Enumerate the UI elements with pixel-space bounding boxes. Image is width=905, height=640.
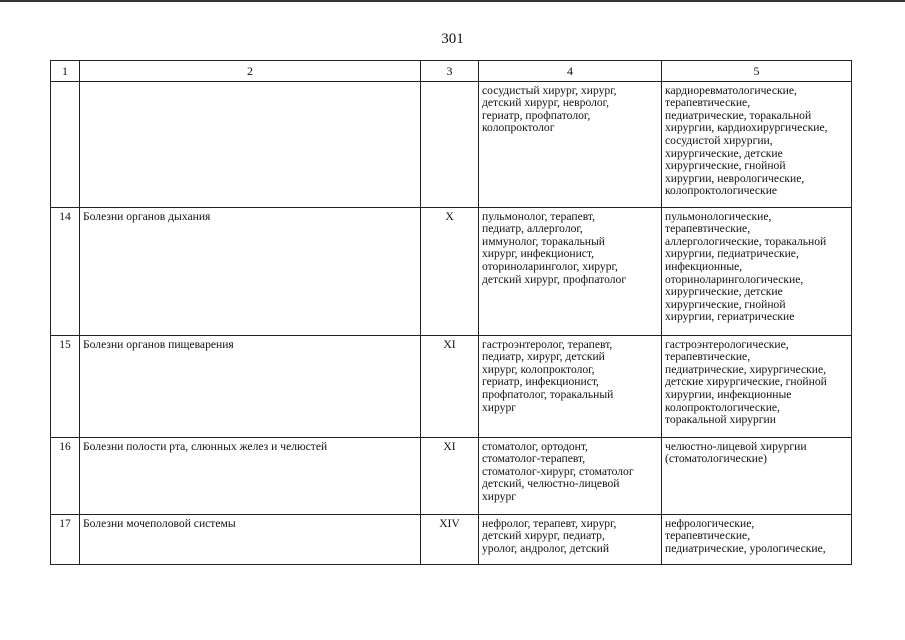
class-code — [421, 81, 479, 207]
column-header-5: 5 — [662, 61, 852, 82]
specialists-cell: пульмонолог, терапевт, педиатр, аллерголог, иммунолог, торакальный хирург, инфекционист, оториноларинголог, хирург, детский хирург, профпатолог — [479, 207, 662, 335]
specialists-cell: нефролог, терапевт, хирург, детский хирург, педиатр, уролог, андролог, детский — [479, 514, 662, 564]
row-number: 15 — [51, 335, 80, 437]
row-number: 17 — [51, 514, 80, 564]
header-row — [51, 61, 852, 82]
table-row — [51, 207, 852, 335]
disease-name — [80, 81, 421, 207]
column-header-1: 1 — [51, 61, 80, 82]
class-code: XI — [421, 335, 479, 437]
table-row — [51, 514, 852, 564]
disease-name: Болезни органов пищеварения — [80, 335, 421, 437]
top-border-line — [0, 0, 905, 6]
table-row — [51, 437, 852, 514]
class-code: XI — [421, 437, 479, 514]
disease-table — [50, 60, 852, 565]
specialists-cell: сосудистый хирург, хирург, детский хирург, невролог, гериатр, профпатолог, колопроктолог — [479, 81, 662, 207]
class-code: X — [421, 207, 479, 335]
disease-name: Болезни мочеполовой системы — [80, 514, 421, 564]
row-number: 14 — [51, 207, 80, 335]
specialists-cell: стоматолог, ортодонт, стоматолог-терапевт, стоматолог-хирург, стоматолог детский, челюстно-лицевой хирург — [479, 437, 662, 514]
bed-profiles-cell: челюстно-лицевой хирургии (стоматологические) — [662, 437, 852, 514]
table-row — [51, 335, 852, 437]
specialists-cell: гастроэнтеролог, терапевт, педиатр, хирург, детский хирург, колопроктолог, гериатр, инфекционист, профпатолог, торакальный хирург — [479, 335, 662, 437]
class-code: XIV — [421, 514, 479, 564]
page-number: 301 — [441, 31, 464, 47]
bed-profiles-cell: кардиоревматологические, терапевтические, педиатрические, торакальной хирургии, кардиохирургические, сосудистой хирургии, хирургические, детские хирургические, гнойной хирургии, неврологические, колопроктологические — [662, 81, 852, 207]
column-header-3: 3 — [421, 61, 479, 82]
disease-name: Болезни полости рта, слюнных желез и челюстей — [80, 437, 421, 514]
row-number — [51, 81, 80, 207]
row-number: 16 — [51, 437, 80, 514]
disease-name: Болезни органов дыхания — [80, 207, 421, 335]
table-row — [51, 81, 852, 207]
column-header-2: 2 — [80, 61, 421, 82]
bed-profiles-cell: нефрологические, терапевтические, педиатрические, урологические, — [662, 514, 852, 564]
bed-profiles-cell: гастроэнтерологические, терапевтические, педиатрические, хирургические, детские хирургические, гнойной хирургии, инфекционные колопроктологические, торакальной хирургии — [662, 335, 852, 437]
bed-profiles-cell: пульмонологические, терапевтические, аллергологические, торакальной хирургии, педиатрические, инфекционные, оториноларингологические, хирургические, детские хирургические, гнойной хирургии, гериатрические — [662, 207, 852, 335]
column-header-4: 4 — [479, 61, 662, 82]
